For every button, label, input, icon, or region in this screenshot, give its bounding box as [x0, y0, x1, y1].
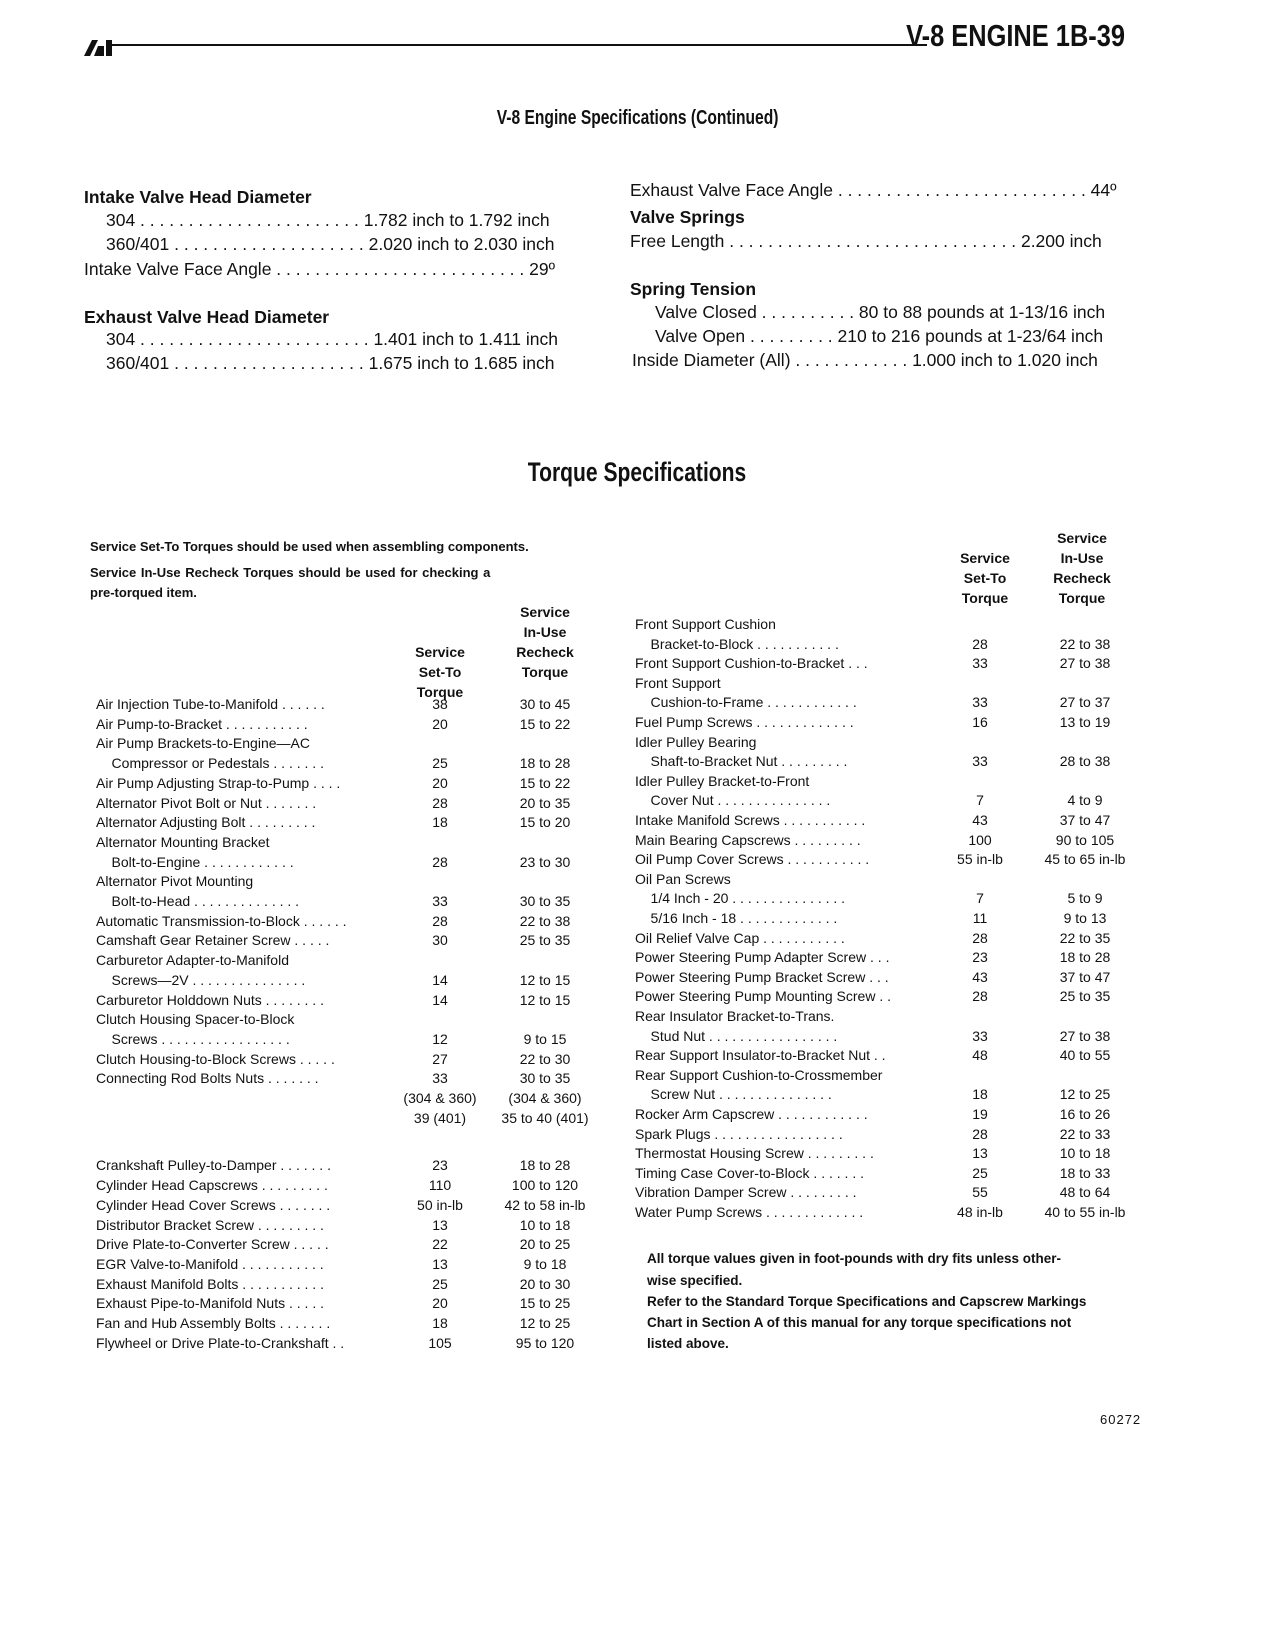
- recheck-value: 100 to 120: [511, 1177, 579, 1194]
- spec-heading: Spring Tension: [630, 279, 757, 299]
- recheck-value: 22 to 30: [519, 1050, 571, 1067]
- torque-item-label: Intake Manifold Screws . . . . . . . . . . .: [635, 812, 866, 828]
- recheck-value: 15 to 20: [519, 814, 571, 831]
- spec-item: 304 . . . . . . . . . . . . . . . . . . . . . . . 1.782 inch to 1.792 inch: [106, 210, 550, 230]
- settorque-value: 50 in-lb: [417, 1196, 463, 1213]
- settorque-value: 7: [976, 890, 984, 907]
- settorque-value: 23: [972, 949, 988, 966]
- settorque-value: 28: [432, 794, 448, 811]
- recheck-value: 30 to 35: [519, 1070, 571, 1087]
- torque-item-label: Air Pump Brackets-to-Engine—AC: [96, 735, 310, 752]
- torque-item-label: Camshaft Gear Retainer Screw . . . . .: [96, 932, 330, 949]
- note-line: Service In-Use Recheck Torques should be used for checking a: [90, 565, 491, 580]
- spec-item: 360/401 . . . . . . . . . . . . . . . . . . . . 2.020 inch to 2.030 inch: [106, 234, 555, 254]
- torque-section-title: Torque Specifications: [528, 457, 747, 487]
- torque-item-label: Cylinder Head Capscrews . . . . . . . . .: [96, 1177, 328, 1194]
- torque-item-label: Fan and Hub Assembly Bolts . . . . . . .: [96, 1315, 331, 1331]
- torque-item-label: Alternator Mounting Bracket: [96, 833, 270, 850]
- recheck-value: 22 to 35: [1059, 929, 1111, 946]
- torque-item-label: Carburetor Holddown Nuts . . . . . . . .: [96, 991, 324, 1008]
- torque-item-label: Exhaust Manifold Bolts . . . . . . . . . . .: [96, 1275, 324, 1292]
- recheck-value: 4 to 9: [1067, 792, 1103, 809]
- recheck-value: 9 to 13: [1063, 910, 1107, 926]
- recheck-value: (304 & 360): [508, 1090, 582, 1106]
- recheck-value: 20 to 25: [519, 1236, 571, 1253]
- recheck-value: 15 to 22: [519, 715, 571, 732]
- settorque-value: 18: [972, 1086, 988, 1103]
- settorque-value: 13: [432, 1255, 448, 1272]
- settorque-value: 30: [432, 932, 448, 949]
- settorque-value: 28: [432, 853, 448, 870]
- settorque-value: 100: [968, 831, 992, 848]
- torque-item-label: Connecting Rod Bolts Nuts . . . . . . .: [96, 1070, 319, 1087]
- settorque-value: 25: [432, 1275, 448, 1292]
- torque-item-label: Bolt-to-Head . . . . . . . . . . . . . .: [96, 893, 300, 909]
- spec-heading: Valve Springs: [630, 207, 745, 227]
- settorque-value: 13: [972, 1145, 988, 1162]
- torque-item-label: Shaft-to-Bracket Nut . . . . . . . . .: [635, 753, 848, 770]
- torque-item-label: Alternator Pivot Bolt or Nut . . . . . . .: [96, 794, 317, 811]
- torque-item-label: Screw Nut . . . . . . . . . . . . . . .: [635, 1086, 832, 1103]
- recheck-value: 40 to 55: [1059, 1047, 1111, 1064]
- settorque-value: 20: [432, 1295, 448, 1312]
- recheck-value: 42 to 58 in-lb: [504, 1196, 586, 1213]
- settorque-value: (304 & 360): [403, 1090, 477, 1106]
- torque-item-label: Oil Relief Valve Cap . . . . . . . . . . .: [635, 929, 845, 946]
- settorque-value: 28: [432, 912, 448, 929]
- settorque-value: 28: [972, 929, 988, 946]
- figure-number: 60272: [1100, 1412, 1142, 1427]
- torque-item-label: Air Pump-to-Bracket . . . . . . . . . . .: [96, 715, 308, 732]
- recheck-value: 15 to 25: [519, 1295, 571, 1312]
- torque-item-label: Front Support Cushion: [635, 616, 776, 632]
- recheck-value: 40 to 55 in-lb: [1044, 1204, 1126, 1220]
- settorque-value: 11: [972, 910, 988, 926]
- note-line: pre-torqued item.: [90, 585, 197, 600]
- recheck-value: 15 to 22: [519, 774, 571, 791]
- recheck-value: 28 to 38: [1059, 753, 1111, 770]
- torque-item-label: Stud Nut . . . . . . . . . . . . . . . . .: [635, 1027, 838, 1044]
- torque-item-label: Oil Pan Screws: [635, 870, 731, 887]
- torque-item-label: Idler Pulley Bracket-to-Front: [635, 772, 810, 789]
- torque-item-label: Distributor Bracket Screw . . . . . . . . .: [96, 1216, 324, 1233]
- torque-item-label: Crankshaft Pulley-to-Damper . . . . . . .: [96, 1157, 331, 1174]
- recheck-value: 27 to 37: [1059, 694, 1111, 711]
- torque-item-label: 1/4 Inch - 20 . . . . . . . . . . . . . . .: [635, 890, 846, 907]
- recheck-value: 37 to 47: [1059, 812, 1111, 828]
- torque-item-label: Thermostat Housing Screw . . . . . . . . .: [635, 1145, 874, 1162]
- recheck-value: 37 to 47: [1059, 968, 1111, 985]
- recheck-value: 10 to 18: [1059, 1145, 1111, 1162]
- recheck-value: 22 to 33: [1059, 1125, 1111, 1142]
- recheck-value: 18 to 33: [1059, 1164, 1111, 1181]
- spec-item: Valve Closed . . . . . . . . . . 80 to 88 pounds at 1-13/16 inch: [655, 302, 1106, 322]
- torque-item-label: Idler Pulley Bearing: [635, 733, 757, 750]
- torque-item-label: Rear Support Insulator-to-Bracket Nut . .: [635, 1047, 886, 1064]
- settorque-value: 33: [972, 694, 988, 711]
- settorque-value: 14: [432, 971, 448, 988]
- running-head: V-8 ENGINE 1B-39: [906, 18, 1125, 53]
- recheck-value: 20 to 35: [519, 794, 571, 811]
- spec-heading: Intake Valve Head Diameter: [84, 187, 312, 207]
- header-rule: [112, 44, 927, 46]
- recheck-value: 90 to 105: [1055, 831, 1115, 848]
- settorque-value: 39 (401): [413, 1109, 467, 1126]
- recheck-value: 27 to 38: [1059, 1027, 1111, 1044]
- footnote-line: listed above.: [647, 1336, 729, 1351]
- recheck-value: 5 to 9: [1067, 890, 1103, 907]
- torque-item-label: Vibration Damper Screw . . . . . . . . .: [635, 1184, 857, 1201]
- footnote-line: wise specified.: [647, 1273, 743, 1288]
- torque-item-label: Carburetor Adapter-to-Manifold: [96, 952, 289, 969]
- settorque-value: 20: [432, 715, 448, 732]
- torque-item-label: EGR Valve-to-Manifold . . . . . . . . . . .: [96, 1255, 324, 1272]
- footnote-line: All torque values given in foot-pounds with dry fits unless other-: [647, 1251, 1062, 1266]
- torque-item-label: Compressor or Pedestals . . . . . . .: [96, 755, 324, 772]
- recheck-value: 25 to 35: [519, 932, 571, 949]
- settorque-value: 28: [972, 988, 988, 1005]
- recheck-value: 10 to 18: [519, 1216, 571, 1233]
- settorque-value: 19: [972, 1106, 988, 1122]
- torque-item-label: Rocker Arm Capscrew . . . . . . . . . . . .: [635, 1106, 868, 1122]
- torque-item-label: Rear Insulator Bracket-to-Trans.: [635, 1008, 835, 1024]
- spec-item: 360/401 . . . . . . . . . . . . . . . . . . . . 1.675 inch to 1.685 inch: [106, 353, 555, 373]
- settorque-value: 18: [432, 1315, 448, 1331]
- recheck-value: 45 to 65 in-lb: [1044, 851, 1126, 868]
- torque-item-label: Screws—2V . . . . . . . . . . . . . . .: [96, 971, 306, 988]
- settorque-value: 110: [428, 1177, 452, 1194]
- right-recheck-header: Service In-Use Recheck Torque: [1053, 530, 1111, 606]
- settorque-value: 25: [972, 1164, 988, 1181]
- spec-item: Exhaust Valve Face Angle . . . . . . . . . . . . . . . . . . . . . . . . . . 44º: [630, 180, 1117, 200]
- torque-item-label: Flywheel or Drive Plate-to-Crankshaft . .: [96, 1334, 345, 1351]
- torque-item-label: Bolt-to-Engine . . . . . . . . . . . .: [96, 853, 294, 870]
- left-recheck-header: Service In-Use Recheck Torque: [516, 604, 574, 680]
- footnote-line: Refer to the Standard Torque Specifications and Capscrew Markings: [647, 1294, 1087, 1309]
- settorque-value: 22: [432, 1236, 448, 1253]
- page-title: V-8 Engine Specifications (Continued): [496, 107, 779, 129]
- spec-item: Valve Open . . . . . . . . . 210 to 216 pounds at 1-23/64 inch: [655, 326, 1104, 346]
- settorque-value: 55: [972, 1184, 988, 1201]
- right-settorque-header: Service Set-To Torque: [960, 550, 1010, 606]
- recheck-value: 12 to 15: [519, 971, 571, 988]
- recheck-value: 25 to 35: [1059, 988, 1111, 1005]
- torque-item-label: Power Steering Pump Adapter Screw . . .: [635, 949, 890, 966]
- recheck-value: 18 to 28: [519, 1157, 571, 1174]
- settorque-value: 20: [432, 774, 448, 791]
- torque-item-label: Drive Plate-to-Converter Screw . . . . .: [96, 1236, 329, 1253]
- recheck-value: 48 to 64: [1059, 1184, 1111, 1201]
- recheck-value: 12 to 15: [519, 991, 571, 1008]
- settorque-value: 27: [432, 1050, 448, 1067]
- settorque-value: 48: [972, 1047, 988, 1064]
- recheck-value: 22 to 38: [1059, 635, 1111, 652]
- settorque-value: 23: [432, 1157, 448, 1174]
- torque-item-label: Exhaust Pipe-to-Manifold Nuts . . . . .: [96, 1295, 324, 1312]
- recheck-value: 13 to 19: [1059, 714, 1111, 730]
- torque-item-label: Spark Plugs . . . . . . . . . . . . . . . . .: [635, 1125, 843, 1142]
- torque-item-label: Power Steering Pump Bracket Screw . . .: [635, 968, 889, 985]
- settorque-value: 48 in-lb: [957, 1204, 1003, 1220]
- settorque-value: 25: [432, 755, 448, 772]
- settorque-value: 33: [972, 1027, 988, 1044]
- torque-item-label: Automatic Transmission-to-Block . . . . . .: [96, 912, 347, 929]
- left-settorque-header: Service Set-To Torque: [415, 644, 465, 700]
- settorque-value: 33: [432, 893, 448, 909]
- spec-item: Free Length . . . . . . . . . . . . . . . . . . . . . . . . . . . . . . 2.200 inch: [630, 231, 1102, 251]
- torque-item-label: 5/16 Inch - 18 . . . . . . . . . . . . .: [635, 910, 838, 926]
- recheck-value: 18 to 28: [519, 755, 571, 772]
- torque-item-label: Cylinder Head Cover Screws . . . . . . .: [96, 1196, 331, 1213]
- torque-item-label: Bracket-to-Block . . . . . . . . . . .: [635, 635, 839, 652]
- torque-item-label: Alternator Pivot Mounting: [96, 873, 254, 890]
- recheck-value: 22 to 38: [519, 912, 571, 929]
- torque-item-label: Timing Case Cover-to-Block . . . . . . .: [635, 1164, 864, 1181]
- recheck-value: 95 to 120: [515, 1334, 575, 1351]
- recheck-value: 12 to 25: [519, 1315, 571, 1331]
- recheck-value: 27 to 38: [1059, 655, 1111, 672]
- manufacturer-logo-icon: [84, 40, 112, 56]
- torque-item-label: Clutch Housing-to-Block Screws . . . . .: [96, 1050, 335, 1067]
- spec-item: Intake Valve Face Angle . . . . . . . . . . . . . . . . . . . . . . . . . . 29º: [84, 259, 555, 279]
- settorque-value: 33: [972, 655, 988, 672]
- torque-item-label: Cover Nut . . . . . . . . . . . . . . .: [635, 792, 831, 809]
- settorque-value: 16: [972, 714, 988, 730]
- torque-item-label: Front Support Cushion-to-Bracket . . .: [635, 655, 868, 672]
- torque-item-label: Air Pump Adjusting Strap-to-Pump . . . .: [96, 774, 341, 791]
- settorque-value: 14: [432, 991, 448, 1008]
- torque-item-label: Water Pump Screws . . . . . . . . . . . . .: [635, 1204, 864, 1220]
- recheck-value: 30 to 35: [519, 893, 571, 909]
- spec-item: 304 . . . . . . . . . . . . . . . . . . . . . . . . 1.401 inch to 1.411 inch: [106, 329, 558, 349]
- torque-item-label: Front Support: [635, 674, 721, 691]
- recheck-value: 9 to 15: [523, 1030, 567, 1047]
- torque-item-label: Air Injection Tube-to-Manifold . . . . . .: [96, 696, 325, 712]
- torque-item-label: Screws . . . . . . . . . . . . . . . . .: [96, 1030, 290, 1047]
- settorque-value: 12: [432, 1030, 448, 1047]
- torque-item-label: Power Steering Pump Mounting Screw . .: [635, 988, 892, 1005]
- footnote-line: Chart in Section A of this manual for any torque specifications not: [647, 1315, 1072, 1330]
- torque-item-label: Main Bearing Capscrews . . . . . . . . .: [635, 831, 861, 848]
- settorque-value: 13: [432, 1216, 448, 1233]
- recheck-value: 18 to 28: [1059, 949, 1111, 966]
- recheck-value: 35 to 40 (401): [501, 1109, 589, 1126]
- torque-item-label: Cushion-to-Frame . . . . . . . . . . . .: [635, 694, 857, 711]
- settorque-value: 38: [432, 696, 448, 712]
- recheck-value: 12 to 25: [1059, 1086, 1111, 1103]
- recheck-value: 30 to 45: [519, 696, 571, 712]
- torque-item-label: Clutch Housing Spacer-to-Block: [96, 1011, 295, 1028]
- settorque-value: 28: [972, 635, 988, 652]
- torque-item-label: Rear Support Cushion-to-Crossmember: [635, 1066, 883, 1083]
- spec-item: Inside Diameter (All) . . . . . . . . . . . . 1.000 inch to 1.020 inch: [632, 350, 1098, 370]
- settorque-value: 28: [972, 1125, 988, 1142]
- settorque-value: 55 in-lb: [957, 851, 1003, 868]
- settorque-value: 43: [972, 812, 988, 828]
- settorque-value: 43: [972, 968, 988, 985]
- recheck-value: 9 to 18: [523, 1255, 567, 1272]
- recheck-value: 20 to 30: [519, 1275, 571, 1292]
- torque-item-label: Fuel Pump Screws . . . . . . . . . . . . .: [635, 714, 854, 730]
- settorque-value: 18: [432, 814, 448, 831]
- torque-item-label: Alternator Adjusting Bolt . . . . . . . . .: [96, 814, 316, 831]
- settorque-value: 33: [432, 1070, 448, 1087]
- settorque-value: 33: [972, 753, 988, 770]
- recheck-value: 16 to 26: [1059, 1106, 1111, 1122]
- note-line: Service Set-To Torques should be used when assembling components.: [90, 539, 529, 554]
- torque-item-label: Oil Pump Cover Screws . . . . . . . . . . .: [635, 851, 870, 868]
- recheck-value: 23 to 30: [519, 853, 571, 870]
- settorque-value: 7: [976, 792, 984, 809]
- spec-heading: Exhaust Valve Head Diameter: [84, 307, 330, 327]
- settorque-value: 105: [428, 1334, 452, 1351]
